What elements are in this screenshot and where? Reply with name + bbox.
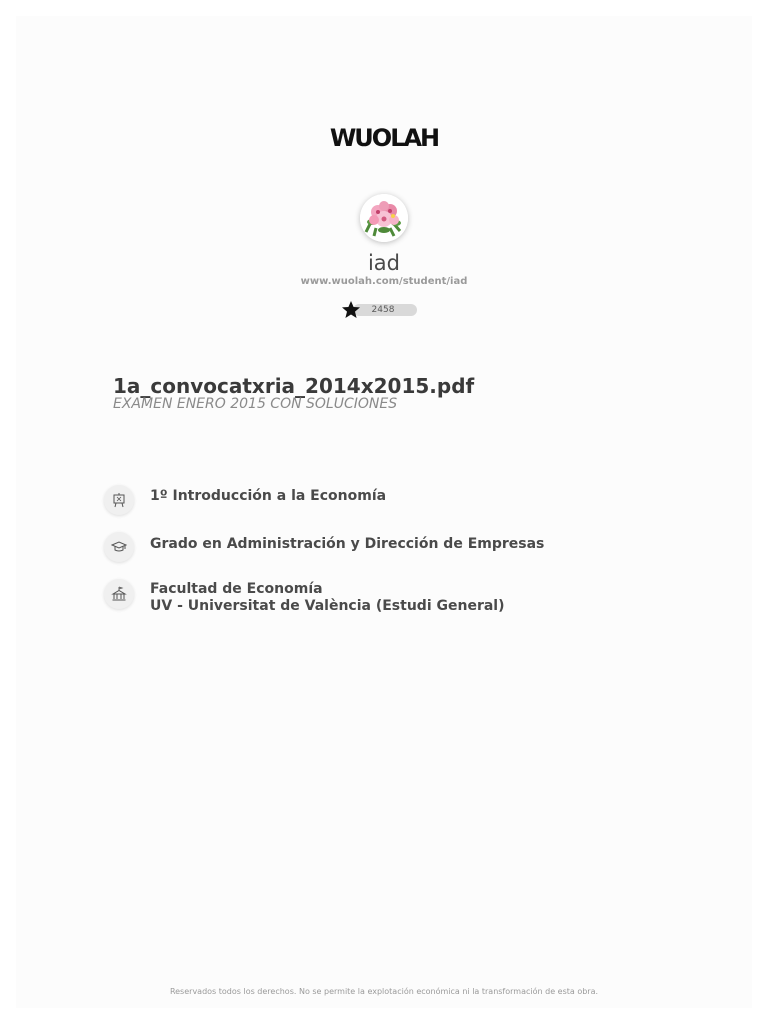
avatar[interactable] <box>360 194 408 242</box>
copyright-footer: Reservados todos los derechos. No se permite la explotación económica ni la transformación de esta obra. <box>169 987 599 996</box>
flower-bouquet-icon <box>360 194 408 242</box>
star-icon <box>341 300 361 320</box>
degree-icon-badge <box>104 532 134 562</box>
degree-name[interactable]: Grado en Administración y Dirección de Empresas <box>150 536 545 552</box>
graduation-cap-icon <box>111 539 127 555</box>
university-building-icon <box>111 586 127 602</box>
easel-icon <box>111 492 127 508</box>
rating-value: 2458 <box>371 305 395 315</box>
faculty-name[interactable]: Facultad de Economía <box>150 581 323 597</box>
document-subtitle: EXAMEN ENERO 2015 CON SOLUCIONES <box>113 396 398 412</box>
faculty-icon-badge <box>104 579 134 609</box>
subject-icon-badge <box>104 485 134 515</box>
subject-name[interactable]: 1º Introducción a la Economía <box>150 488 387 504</box>
profile-url[interactable]: www.wuolah.com/student/iad <box>300 276 468 287</box>
rating-badge <box>341 300 419 320</box>
profile-username[interactable]: iad <box>367 251 401 275</box>
wuolah-logo[interactable]: WUOLAH <box>329 124 439 152</box>
document-filename: 1a_convocatxria_2014x2015.pdf <box>113 374 475 398</box>
university-name[interactable]: UV - Universitat de València (Estudi General) <box>150 598 505 614</box>
